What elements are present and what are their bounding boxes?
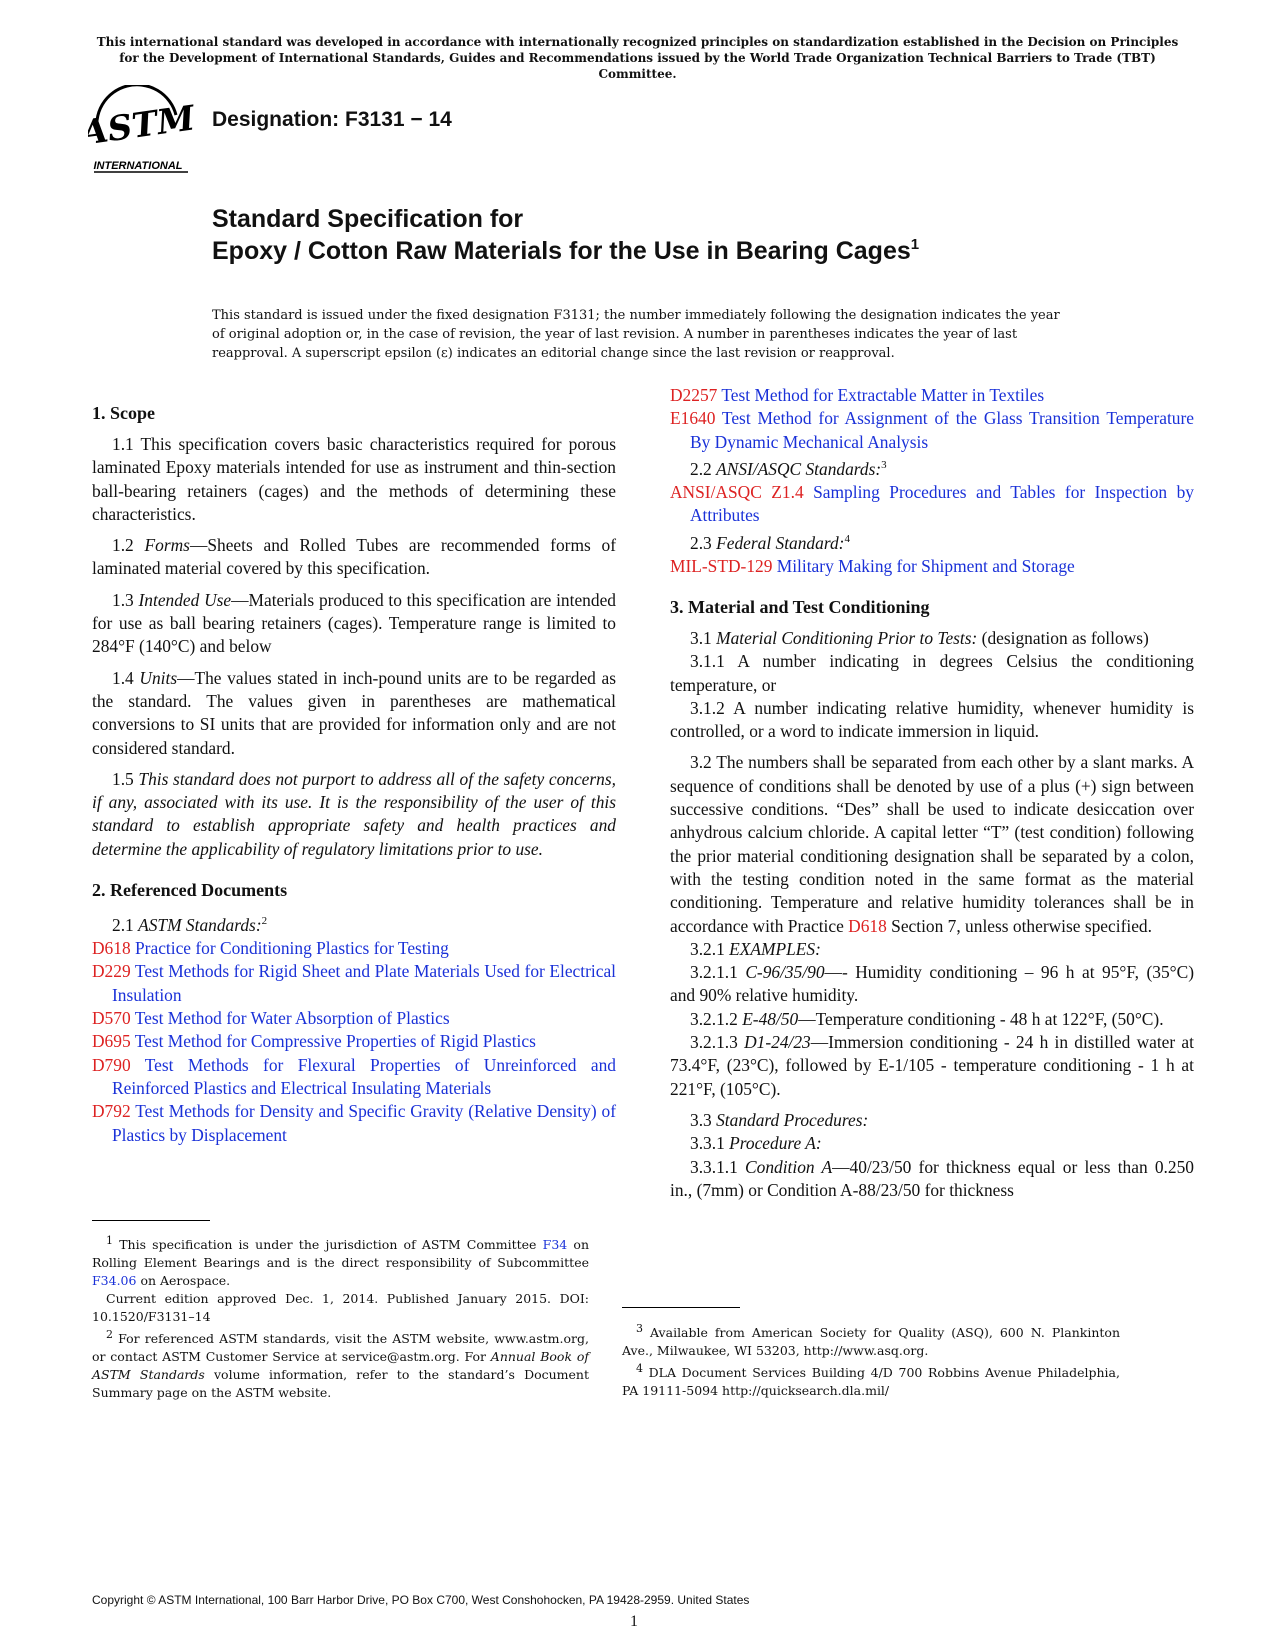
para-1-2: 1.2 Forms—Sheets and Rolled Tubes are recommended forms of laminated material covered by this specification.: [92, 535, 616, 579]
federal-standard-label: 2.3 Federal Standard:$^4$: [690, 532, 850, 553]
footnote-2: $^2$ For referenced ASTM standards, visit the ASTM website, www.astm.org, or contact ASTM Customer Service at service@astm.org. For Annual Book of ASTM Standards volume information, refer to the standard’s Document Summary page on the ASTM website.: [92, 1328, 589, 1401]
para-3-2-1: 3.2.1 EXAMPLES:: [690, 938, 821, 959]
trade-notice: This international standard was developed in accordance with internationally recognized principles on standardization established in the Decision on Principles for the Development of International Standards, Guides and Recommendations issued by the World Trade Organization Technical Barriers to Trade (TBT) Committee.: [96, 35, 1179, 81]
para-3-2-1-2: 3.2.1.2 E-48/50—Temperature conditioning - 48 h at 122°F, (50°C).: [690, 1008, 1164, 1029]
footnote-3: $^3$ Available from American Society for Quality (ASQ), 600 N. Plankinton Ave., Milwaukee, WI 53203, http://www.asq.org.: [622, 1322, 1120, 1359]
para-3-3-1-1: 3.3.1.1 Condition A—40/23/50 for thickness equal or less than 0.250 in., (7mm) or Condition A-88/23/50 for thickness: [670, 1156, 1194, 1200]
para-3-2: 3.2 The numbers shall be separated from each other by a slant marks. A sequence of conditions shall be denoted by use of a plus (+) sign between successive conditions. “Des” shall be used to indicate desiccation over anhydrous calcium chloride. A capital letter “T” (test condition) following the prior material conditioning designation shall be separated by a colon, with the testing condition noted in the same format as the material conditioning. Temperature and relative humidity tolerances shall be in accordance with Practice D618 Section 7, unless otherwise specified.: [670, 752, 1194, 936]
title-line-1: Standard Specification for: [212, 205, 524, 233]
ref-item[interactable]: E1640 Test Method for Assignment of the Glass Transition Temperature By Dynamic Mechanical Analysis: [670, 408, 1194, 452]
footnote-1-edition: Current edition approved Dec. 1, 2014. Published January 2015. DOI: 10.1520/F3131–14: [92, 1291, 589, 1325]
ref-item[interactable]: D792 Test Methods for Density and Specific Gravity (Relative Density) of Plastics by Displacement: [92, 1101, 616, 1145]
ref-item[interactable]: ANSI/ASQC Z1.4 Sampling Procedures and Tables for Inspection by Attributes: [670, 481, 1194, 526]
section-1-heading: 1. Scope: [92, 403, 155, 423]
astm-standards-label: 2.1 ASTM Standards:$^2$: [112, 914, 268, 935]
right-column: [670, 384, 1194, 1202]
footnote-1: $^1$ This specification is under the jurisdiction of ASTM Committee F34 on Rolling Element Bearings and is the direct responsibility of Subcommittee F34.06 on Aerospace.: [92, 1234, 589, 1289]
footnotes-right: [622, 1320, 1120, 1400]
footnote-rule-left: [92, 1220, 210, 1221]
ref-item[interactable]: D570 Test Method for Water Absorption of Plastics: [92, 1008, 450, 1029]
footnote-rule-right: [622, 1307, 740, 1308]
ref-item[interactable]: D229 Test Methods for Rigid Sheet and Plate Materials Used for Electrical Insulation: [92, 961, 616, 1005]
designation: Designation: F3131 − 14: [212, 108, 452, 131]
para-1-3: 1.3 Intended Use—Materials produced to this specification are intended for use as ball bearing retainers (cages). Temperature range is limited to 284°F (140°C) and below: [92, 589, 616, 657]
ref-item[interactable]: D790 Test Methods for Flexural Properties of Unreinforced and Reinforced Plastics and Electrical Insulating Materials: [92, 1054, 616, 1098]
para-3-1-2: 3.1.2 A number indicating relative humidity, whenever humidity is controlled, or a word to indicate immersion in liquid.: [670, 697, 1194, 742]
para-3-3-1: 3.3.1 Procedure A:: [690, 1133, 822, 1154]
logo-letters: ASTM: [88, 98, 198, 154]
para-3-3: 3.3 Standard Procedures:: [690, 1109, 869, 1130]
astm-logo: [88, 85, 200, 177]
copyright: Copyright © ASTM International, 100 Barr Harbor Drive, PO Box C700, West Conshohocken, PA 19428-2959. United States: [92, 1593, 750, 1607]
footnote-4: $^4$ DLA Document Services Building 4/D 700 Robbins Avenue Philadelphia, PA 19111-5094 http://quicksearch.dla.mil/: [622, 1362, 1120, 1399]
para-3-1: 3.1 Material Conditioning Prior to Tests: (designation as follows): [690, 627, 1149, 648]
title-line-2: Epoxy / Cotton Raw Materials for the Use in Bearing Cages$^1$: [212, 236, 920, 265]
para-3-2-1-3: 3.2.1.3 D1-24/23—Immersion conditioning - 24 h in distilled water at 73.4°F, (23°C), followed by E-1/105 - temperature conditioning - 1 h at 221°F, (105°C).: [670, 1032, 1194, 1099]
ref-item[interactable]: MIL-STD-129 Military Making for Shipment and Storage: [670, 555, 1075, 576]
issuance-note: This standard is issued under the fixed designation F3131; the number immediately following the designation indicates the year of original adoption or, in the case of revision, the year of last revision. A number in parentheses indicates the year of last reapproval. A superscript epsilon (ε) indicates an editorial change since the last revision or reapproval.: [212, 308, 1060, 361]
ref-item[interactable]: D618 Practice for Conditioning Plastics for Testing: [92, 938, 449, 959]
ansi-standards-label: 2.2 ANSI/ASQC Standards:$^3$: [690, 458, 887, 479]
footnotes-left: [92, 1232, 589, 1402]
ref-item[interactable]: D2257 Test Method for Extractable Matter in Textiles: [670, 385, 1045, 405]
left-column: [92, 402, 616, 1147]
para-3-1-1: 3.1.1 A number indicating in degrees Celsius the conditioning temperature, or: [670, 651, 1194, 695]
section-2-heading: 2. Referenced Documents: [92, 880, 288, 901]
para-1-4: 1.4 Units—The values stated in inch-pound units are to be regarded as the standard. The values given in parentheses are mathematical conversions to SI units that are provided for information only and are not considered standard.: [92, 667, 616, 758]
para-3-2-1-1: 3.2.1.1 C-96/35/90—- Humidity conditioning – 96 h at 95°F, (35°C) and 90% relative humidity.: [670, 962, 1194, 1006]
section-3-heading: 3. Material and Test Conditioning: [670, 596, 930, 617]
logo-subtext: INTERNATIONAL: [93, 160, 183, 172]
page-number: 1: [630, 1613, 638, 1630]
para-1-1: 1.1 This specification covers basic characteristics required for porous laminated Epoxy materials intended for use as instrument and thin-section ball-bearing retainers (cages) and the methods of determining these characteristics.: [92, 434, 616, 524]
ref-item[interactable]: D695 Test Method for Compressive Properties of Rigid Plastics: [92, 1031, 536, 1052]
para-1-5: 1.5 This standard does not purport to address all of the safety concerns, if any, associated with its use. It is the responsibility of the user of this standard to establish appropriate safety and health practices and determine the applicability of regulatory limitations prior to use.: [92, 768, 616, 859]
